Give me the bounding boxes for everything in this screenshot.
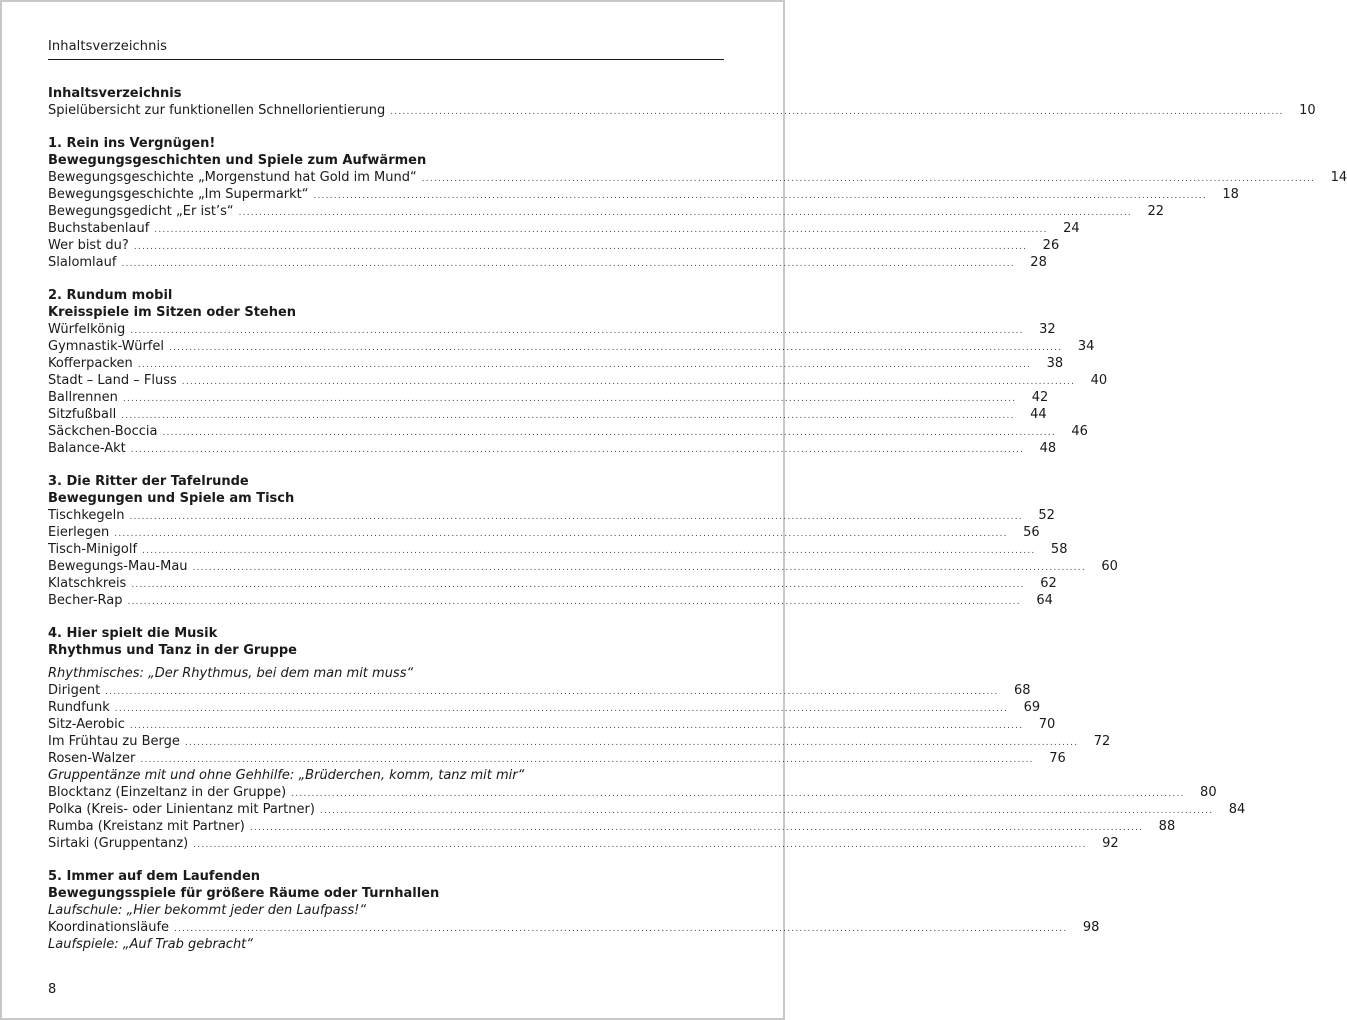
section-title: 4. Hier spielt die Musik [48,626,218,641]
running-header: Inhaltsverzeichnis [48,39,168,54]
toc-entry[interactable] [48,801,1246,818]
leader-dots: ............................................................................................................................................................................................................................ [238,208,1132,218]
group-label: Laufspiele: „Auf Trab gebracht“ [48,937,254,952]
page-number: 8 [48,982,57,997]
toc-entry-title: Spielübersicht zur funktionellen Schnellorientierung [48,103,386,118]
leader-dots: ............................................................................................................................................................................................................................ [127,597,1021,607]
leader-dots: ............................................................................................................................................................................................................................ [114,704,1009,714]
toc-entry-page: 32 [1039,322,1056,337]
toc-entry-page: 58 [1050,542,1068,557]
toc-entry[interactable] [48,254,1047,271]
toc-entry-title: Sitzfußball [48,407,117,422]
leader-dots: ............................................................................................................................................................................................................................ [319,806,1214,816]
toc-entry[interactable] [48,592,1053,609]
toc-entry-page: 69 [1023,700,1041,715]
leader-dots: ............................................................................................................................................................................................................................ [162,428,1056,438]
group-label: Gruppentänze mit und ohne Gehhilfe: „Brüderchen, komm, tanz mit mir“ [48,768,525,783]
toc-entry-page: 44 [1030,407,1047,422]
toc-entry-title: Bewegungs-Mau-Mau [48,559,188,574]
toc-entry-title: Bewegungsgeschichte „Morgenstund hat Gold im Mund“ [48,170,417,185]
section-subtitle: Rhythmus und Tanz in der Gruppe [48,643,297,658]
toc-heading: Inhaltsverzeichnis [48,86,182,101]
leader-dots: ............................................................................................................................................................................................................................ [421,174,1316,184]
toc-entry-page: 56 [1023,525,1040,540]
toc-entry-title: Rumba (Kreistanz mit Partner) [48,819,245,834]
toc-entry-page: 14 [1330,170,1347,185]
toc-entry-page: 70 [1038,717,1056,732]
leader-dots: ............................................................................................................................................................................................................................ [129,721,1024,731]
toc-entry[interactable] [48,423,1088,440]
leader-dots: ............................................................................................................................................................................................................................ [142,546,1036,556]
toc-entry-title: Klatschkreis [48,576,127,591]
toc-entry[interactable] [48,355,1064,372]
toc-entry[interactable] [48,750,1066,767]
toc-entry[interactable] [48,338,1095,355]
leader-dots: ............................................................................................................................................................................................................................ [121,411,1015,421]
toc-entry-title: Tisch-Minigolf [48,542,138,557]
toc-entry-title: Eierlegen [48,525,110,540]
toc-entry-page: 38 [1046,356,1064,371]
toc-entry[interactable] [48,919,1100,936]
leader-dots: ............................................................................................................................................................................................................................ [181,377,1076,387]
toc-entry[interactable] [48,220,1080,237]
toc-entry-page: 52 [1038,508,1055,523]
toc-entry-page: 76 [1049,751,1066,766]
toc-entry[interactable] [48,575,1057,592]
toc-entry-title: Wer bist du? [48,238,129,253]
toc-entry[interactable] [48,372,1108,389]
toc-entry-title: Sirtaki (Gruppentanz) [48,836,189,851]
toc-entry[interactable] [48,389,1049,406]
leader-dots: ............................................................................................................................................................................................................................ [313,191,1207,201]
section-title: 5. Immer auf dem Laufenden [48,869,261,884]
leader-dots: ............................................................................................................................................................................................................................ [184,738,1079,748]
toc-entry[interactable] [48,440,1057,457]
leader-dots: ............................................................................................................................................................................................................................ [249,823,1144,833]
group-label: Laufschule: „Hier bekommt jeder den Laufpass!“ [48,903,367,918]
leader-dots: ............................................................................................................................................................................................................................ [168,343,1063,353]
toc-entry-title: Dirigent [48,683,101,698]
toc-entry-title: Stadt – Land – Fluss [48,373,177,388]
toc-entry-title: Blocktanz (Einzeltanz in der Gruppe) [48,785,287,800]
toc-entry-title: Bewegungsgedicht „Er ist’s“ [48,204,234,219]
toc-entry-page: 28 [1030,255,1047,270]
toc-entry-title: Säckchen-Boccia [48,424,158,439]
toc-entry[interactable] [48,699,1041,716]
header-rule [48,59,724,60]
toc-entry-page: 26 [1042,238,1060,253]
leader-dots: ............................................................................................................................................................................................................................ [105,687,999,697]
toc-entry-title: Rosen-Walzer [48,751,136,766]
toc-entry-title: Balance-Akt [48,441,126,456]
toc-entry-page: 62 [1040,576,1057,591]
toc-entry-page: 98 [1082,920,1100,935]
toc-entry[interactable] [48,507,1055,524]
toc-entry[interactable] [48,203,1164,220]
leader-dots: ............................................................................................................................................................................................................................ [130,326,1024,336]
leader-dots: ............................................................................................................................................................................................................................ [122,394,1017,404]
toc-entry-page: 34 [1077,339,1095,354]
toc-entry-page: 84 [1228,802,1246,817]
leader-dots: ............................................................................................................................................................................................................................ [140,755,1034,765]
toc-entry-title: Ballrennen [48,390,118,405]
toc-entry-title: Bewegungsgeschichte „Im Supermarkt“ [48,187,309,202]
toc-entry[interactable] [48,558,1118,575]
section-title: 3. Die Ritter der Tafelrunde [48,474,249,489]
toc-entry[interactable] [48,835,1119,852]
toc-entry-title: Kofferpacken [48,356,133,371]
toc-entry-page: 92 [1102,836,1119,851]
toc-entry-title: Sitz-Aerobic [48,717,125,732]
table-of-contents [48,85,1347,953]
toc-entry[interactable] [48,733,1111,750]
leader-dots: ............................................................................................................................................................................................................................ [133,242,1028,252]
leader-dots: ............................................................................................................................................................................................................................ [174,924,1068,934]
toc-entry[interactable] [48,784,1217,801]
toc-entry[interactable] [48,406,1047,423]
toc-entry[interactable] [48,818,1176,835]
toc-entry-page: 10 [1299,103,1316,118]
group-label: Rhythmisches: „Der Rhythmus, bei dem man mit muss“ [48,666,414,681]
toc-entry-title: Becher-Rap [48,593,123,608]
toc-entry[interactable] [48,237,1060,254]
toc-entry-title: Tischkegeln [48,508,125,523]
leader-dots: ............................................................................................................................................................................................................................ [130,445,1025,455]
leader-dots: ............................................................................................................................................................................................................................ [131,580,1025,590]
toc-entry-page: 88 [1158,819,1176,834]
leader-dots: ............................................................................................................................................................................................................................ [193,840,1087,850]
leader-dots: ............................................................................................................................................................................................................................ [137,360,1032,370]
toc-entry[interactable] [48,682,1031,699]
toc-entry[interactable] [48,169,1347,186]
toc-entry[interactable] [48,102,1316,119]
toc-entry-title: Gymnastik-Würfel [48,339,164,354]
toc-entry[interactable] [48,541,1068,558]
leader-dots: ............................................................................................................................................................................................................................ [129,512,1023,522]
section-title: 1. Rein ins Vergnügen! [48,136,216,151]
section-subtitle: Bewegungsgeschichten und Spiele zum Aufwärmen [48,153,427,168]
section-subtitle: Bewegungen und Spiele am Tisch [48,491,295,506]
toc-entry-page: 18 [1222,187,1239,202]
toc-entry-page: 40 [1090,373,1108,388]
toc-entry-page: 80 [1200,785,1217,800]
leader-dots: ............................................................................................................................................................................................................................ [192,563,1086,573]
toc-entry-title: Im Frühtau zu Berge [48,734,180,749]
toc-entry-title: Polka (Kreis- oder Linientanz mit Partner) [48,802,315,817]
toc-entry[interactable] [48,524,1040,541]
toc-entry-page: 60 [1101,559,1118,574]
toc-entry[interactable] [48,321,1056,338]
leader-dots: ............................................................................................................................................................................................................................ [291,789,1185,799]
toc-entry-title: Rundfunk [48,700,110,715]
toc-entry-page: 46 [1071,424,1088,439]
toc-entry-page: 42 [1031,390,1049,405]
toc-entry[interactable] [48,186,1239,203]
toc-entry-page: 68 [1014,683,1031,698]
toc-entry-page: 22 [1147,204,1164,219]
toc-entry-title: Slalomlauf [48,255,117,270]
section-subtitle: Bewegungsspiele für größere Räume oder Turnhallen [48,886,440,901]
toc-entry-page: 64 [1036,593,1053,608]
toc-entry[interactable] [48,716,1056,733]
toc-entry-title: Buchstabenlauf [48,221,150,236]
leader-dots: ............................................................................................................................................................................................................................ [390,107,1284,117]
section-subtitle: Kreisspiele im Sitzen oder Stehen [48,305,297,320]
toc-entry-title: Würfelkönig [48,322,126,337]
toc-entry-page: 72 [1093,734,1111,749]
toc-entry-title: Koordinationsläufe [48,920,170,935]
leader-dots: ............................................................................................................................................................................................................................ [121,259,1015,269]
section-title: 2. Rundum mobil [48,288,173,303]
toc-entry-page: 48 [1039,441,1057,456]
leader-dots: ............................................................................................................................................................................................................................ [154,225,1048,235]
toc-entry-page: 24 [1063,221,1080,236]
leader-dots: ............................................................................................................................................................................................................................ [114,529,1008,539]
